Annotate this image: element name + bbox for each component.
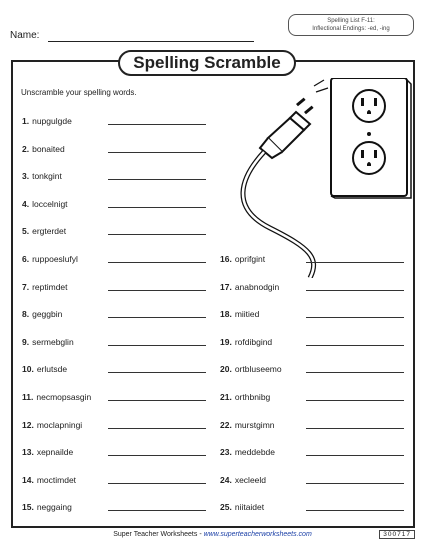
word-item-10 (22, 363, 206, 377)
scrambled-word: ortbluseemo (234, 364, 282, 375)
word-item-4 (22, 198, 206, 212)
answer-blank[interactable] (108, 483, 206, 484)
scrambled-word: ruppoeslufyl (32, 254, 78, 264)
word-item-25 (220, 501, 404, 515)
word-number: 11. (22, 392, 34, 402)
scrambled-word: rofdibgind (234, 336, 273, 347)
word-item-24 (220, 474, 404, 488)
name-underline[interactable] (48, 41, 254, 42)
scrambled-word: anabnodgin (234, 281, 280, 292)
word-item-22 (220, 419, 404, 433)
scrambled-word: orthbnibg (234, 392, 271, 402)
word-number: 6. (22, 254, 30, 264)
footer-brand: Super Teacher Worksheets (113, 531, 198, 538)
word-number: 2. (22, 143, 30, 154)
scrambled-word: neggaing (36, 502, 72, 513)
word-item-7 (22, 281, 206, 295)
scrambled-word: nupgulgde (32, 116, 72, 126)
answer-blank[interactable] (108, 290, 206, 291)
word-item-11 (22, 391, 206, 405)
word-item-20 (220, 363, 404, 377)
answer-blank[interactable] (108, 428, 206, 429)
worksheet-title: Spelling Scramble (118, 50, 296, 76)
answer-blank[interactable] (306, 483, 404, 484)
scrambled-word: tonkgint (32, 171, 62, 182)
word-item-19 (220, 336, 404, 350)
spelling-list-badge (288, 14, 414, 36)
word-item-15 (22, 501, 206, 515)
scrambled-word: geggbin (32, 309, 63, 320)
scrambled-word: murstgimn (234, 419, 275, 430)
answer-blank[interactable] (108, 262, 206, 263)
footer-url[interactable]: www.superteacherworksheets.com (203, 531, 312, 538)
word-number: 15. (22, 502, 34, 513)
list-badge-line2: Inflectional Endings: -ed, -ing (312, 26, 390, 32)
worksheet-code: 300717 (379, 530, 415, 539)
word-number: 12. (22, 419, 34, 430)
word-number: 20. (220, 364, 232, 375)
word-number: 19. (220, 336, 232, 347)
answer-blank[interactable] (108, 372, 206, 373)
word-number: 4. (22, 198, 30, 209)
word-number: 9. (22, 336, 30, 347)
answer-blank[interactable] (108, 124, 206, 125)
answer-blank[interactable] (108, 400, 206, 401)
scrambled-word: ergterdet (32, 226, 67, 237)
word-item-6 (22, 253, 206, 267)
scrambled-word: moctimdet (36, 474, 77, 485)
word-number: 14. (22, 474, 34, 485)
answer-blank[interactable] (306, 455, 404, 456)
word-number: 5. (22, 226, 30, 237)
word-number: 13. (22, 447, 34, 458)
answer-blank[interactable] (108, 455, 206, 456)
word-number: 24. (220, 474, 232, 485)
scrambled-word: bonaited (32, 143, 65, 154)
scrambled-word: necmopsasgin (36, 392, 92, 402)
answer-blank[interactable] (306, 317, 404, 318)
word-number: 10. (22, 364, 34, 375)
word-number: 8. (22, 309, 30, 320)
name-label: Name: (10, 30, 40, 41)
word-number: 22. (220, 419, 232, 430)
scrambled-word: oprifgint (234, 254, 266, 264)
scrambled-word: reptimdet (32, 281, 68, 292)
word-item-8 (22, 308, 206, 322)
word-item-1 (22, 115, 206, 129)
word-number: 1. (22, 116, 30, 126)
word-number: 16. (220, 254, 232, 264)
word-number: 7. (22, 281, 30, 292)
scrambled-word: miitied (234, 309, 260, 320)
plug-and-outlet-illustration (230, 78, 412, 278)
word-item-17 (220, 281, 404, 295)
scrambled-word: xecleeld (234, 474, 267, 485)
scrambled-word: meddebde (234, 447, 275, 458)
word-item-16 (220, 253, 404, 267)
word-item-23 (220, 446, 404, 460)
word-item-5 (22, 225, 206, 239)
word-item-21 (220, 391, 404, 405)
answer-blank[interactable] (108, 179, 206, 180)
word-item-12 (22, 419, 206, 433)
answer-blank[interactable] (108, 345, 206, 346)
scrambled-word: sermebglin (32, 336, 74, 347)
answer-blank[interactable] (306, 428, 404, 429)
word-item-2 (22, 143, 206, 157)
answer-blank[interactable] (306, 290, 404, 291)
word-item-3 (22, 170, 206, 184)
answer-blank[interactable] (108, 152, 206, 153)
word-item-14 (22, 474, 206, 488)
answer-blank[interactable] (108, 207, 206, 208)
footer (0, 531, 425, 538)
scrambled-word: moclapningi (36, 419, 83, 430)
answer-blank[interactable] (108, 510, 206, 511)
word-number: 3. (22, 171, 30, 182)
answer-blank[interactable] (306, 400, 404, 401)
answer-blank[interactable] (306, 262, 404, 263)
word-item-18 (220, 308, 404, 322)
answer-blank[interactable] (306, 510, 404, 511)
word-item-9 (22, 336, 206, 350)
scrambled-word: xepnailde (36, 447, 74, 458)
answer-blank[interactable] (306, 372, 404, 373)
instructions: Unscramble your spelling words. (21, 88, 137, 97)
word-number: 25. (220, 502, 232, 513)
word-number: 18. (220, 309, 232, 320)
word-number: 21. (220, 392, 232, 402)
word-number: 17. (220, 281, 232, 292)
list-badge-line1: Spelling List F-11: (327, 18, 375, 24)
footer-separator: - (197, 531, 204, 538)
scrambled-word: erlutsde (36, 364, 68, 375)
word-item-13 (22, 446, 206, 460)
answer-blank[interactable] (306, 345, 404, 346)
answer-blank[interactable] (108, 317, 206, 318)
answer-blank[interactable] (108, 234, 206, 235)
scrambled-word: loccelnigt (32, 198, 68, 209)
word-number: 23. (220, 447, 232, 458)
name-field (10, 30, 39, 41)
scrambled-word: niitaidet (234, 502, 265, 513)
